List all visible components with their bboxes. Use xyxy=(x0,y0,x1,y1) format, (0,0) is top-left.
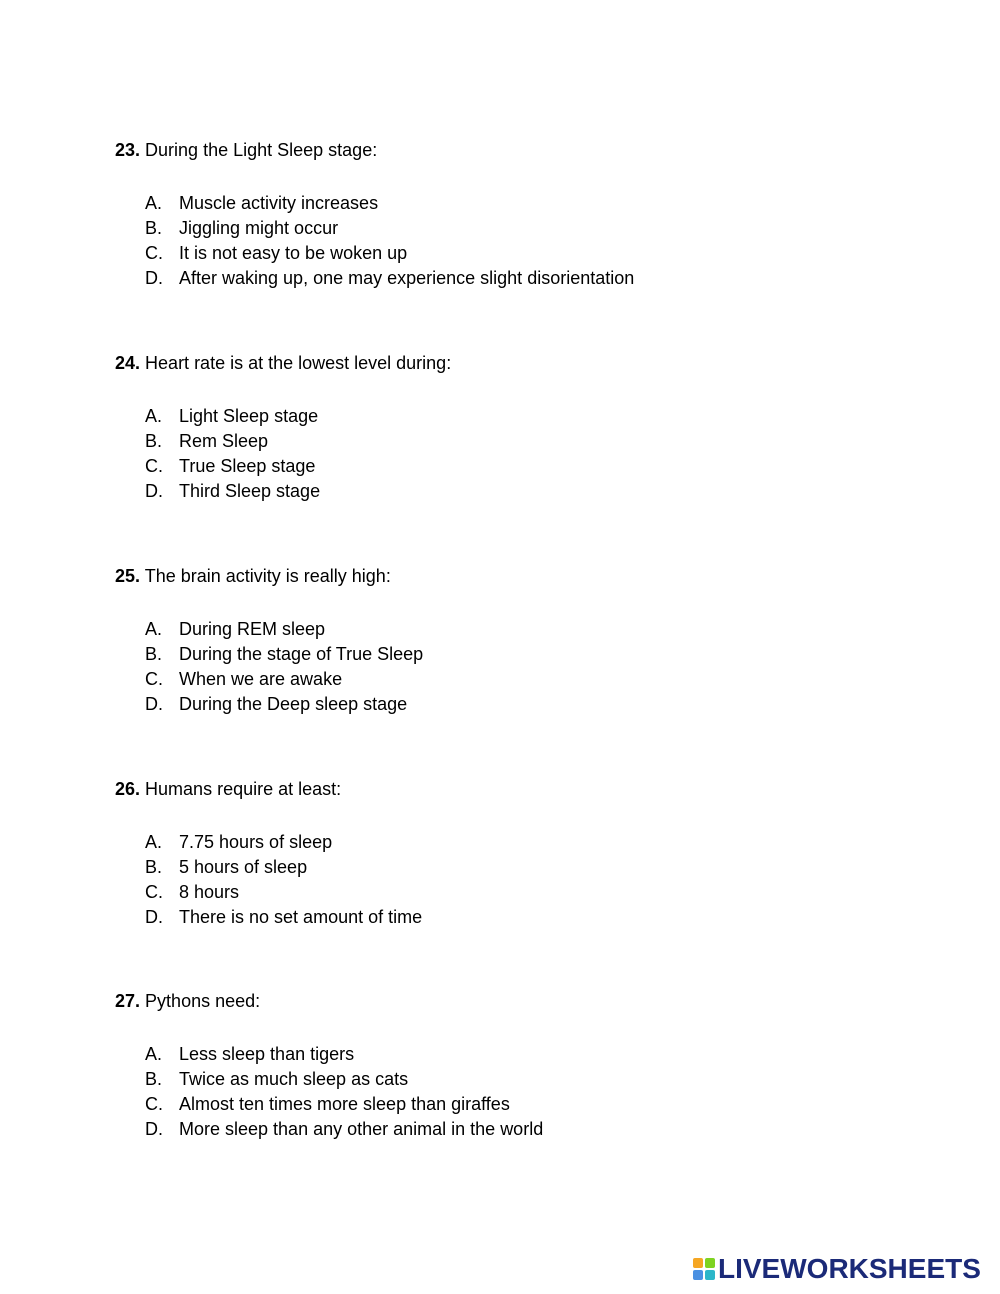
option-letter: B. xyxy=(145,857,163,877)
question-number: 26. xyxy=(115,779,141,799)
option-a[interactable] xyxy=(115,830,875,855)
option-d[interactable] xyxy=(115,266,875,291)
option-letter: C. xyxy=(145,243,163,263)
liveworksheets-brand[interactable] xyxy=(693,1253,981,1285)
option-text: When we are awake xyxy=(179,669,343,689)
logo-square-3 xyxy=(693,1270,703,1280)
question-title xyxy=(115,565,875,587)
option-letter: A. xyxy=(145,832,163,852)
question-text: Heart rate is at the lowest level during: xyxy=(145,353,452,373)
option-d[interactable] xyxy=(115,692,875,717)
option-d[interactable] xyxy=(115,479,875,504)
option-text: 8 hours xyxy=(179,882,240,902)
option-a[interactable] xyxy=(115,1042,875,1067)
logo-square-4 xyxy=(705,1270,715,1280)
option-text: There is no set amount of time xyxy=(179,907,423,927)
option-c[interactable] xyxy=(115,1092,875,1117)
question-24 xyxy=(115,352,875,504)
option-text: During the Deep sleep stage xyxy=(179,694,408,714)
option-text: Light Sleep stage xyxy=(179,406,319,426)
option-text: Twice as much sleep as cats xyxy=(179,1069,409,1089)
option-b[interactable] xyxy=(115,855,875,880)
option-text: Muscle activity increases xyxy=(179,193,379,213)
option-d[interactable] xyxy=(115,905,875,930)
option-b[interactable] xyxy=(115,216,875,241)
question-number: 27. xyxy=(115,991,141,1011)
options-list xyxy=(115,191,875,291)
question-title xyxy=(115,778,875,800)
option-text: Less sleep than tigers xyxy=(179,1044,355,1064)
question-27 xyxy=(115,990,875,1142)
option-text: 7.75 hours of sleep xyxy=(179,832,333,852)
question-23 xyxy=(115,139,875,291)
question-text: Humans require at least: xyxy=(145,779,342,799)
option-c[interactable] xyxy=(115,454,875,479)
option-letter: D. xyxy=(145,694,163,714)
options-list xyxy=(115,830,875,930)
option-letter: C. xyxy=(145,456,163,476)
option-letter: A. xyxy=(145,193,163,213)
option-text: Almost ten times more sleep than giraffes xyxy=(179,1094,510,1114)
option-letter: B. xyxy=(145,218,163,238)
option-d[interactable] xyxy=(115,1117,875,1142)
option-b[interactable] xyxy=(115,1067,875,1092)
question-25 xyxy=(115,565,875,717)
option-text: After waking up, one may experience slight disorientation xyxy=(179,268,635,288)
logo-square-2 xyxy=(705,1258,715,1268)
option-c[interactable] xyxy=(115,667,875,692)
option-letter: A. xyxy=(145,406,163,426)
option-letter: C. xyxy=(145,1094,163,1114)
question-number: 24. xyxy=(115,353,141,373)
question-text: During the Light Sleep stage: xyxy=(145,140,378,160)
logo-square-1 xyxy=(693,1258,703,1268)
option-text: During REM sleep xyxy=(179,619,326,639)
option-a[interactable] xyxy=(115,404,875,429)
options-list xyxy=(115,1042,875,1142)
option-c[interactable] xyxy=(115,880,875,905)
question-title xyxy=(115,352,875,374)
option-a[interactable] xyxy=(115,191,875,216)
option-letter: B. xyxy=(145,1069,163,1089)
option-letter: A. xyxy=(145,619,163,639)
question-text: The brain activity is really high: xyxy=(144,566,391,586)
option-text: During the stage of True Sleep xyxy=(179,644,424,664)
option-a[interactable] xyxy=(115,617,875,642)
question-number: 25. xyxy=(115,566,141,586)
question-number: 23. xyxy=(115,140,141,160)
option-letter: D. xyxy=(145,481,163,501)
option-letter: C. xyxy=(145,882,163,902)
option-letter: B. xyxy=(145,644,163,664)
option-letter: A. xyxy=(145,1044,163,1064)
option-text: Jiggling might occur xyxy=(179,218,339,238)
option-b[interactable] xyxy=(115,642,875,667)
question-title xyxy=(115,990,875,1012)
question-text: Pythons need: xyxy=(145,991,261,1011)
option-letter: D. xyxy=(145,1119,163,1139)
option-c[interactable] xyxy=(115,241,875,266)
option-letter: D. xyxy=(145,907,163,927)
option-b[interactable] xyxy=(115,429,875,454)
liveworksheets-logo-icon xyxy=(693,1258,715,1280)
option-text: True Sleep stage xyxy=(179,456,316,476)
options-list xyxy=(115,404,875,504)
option-text: It is not easy to be woken up xyxy=(179,243,408,263)
option-text: Third Sleep stage xyxy=(179,481,321,501)
question-26 xyxy=(115,778,875,930)
question-title xyxy=(115,139,875,161)
option-text: Rem Sleep xyxy=(179,431,269,451)
option-letter: C. xyxy=(145,669,163,689)
option-text: More sleep than any other animal in the world xyxy=(179,1119,544,1139)
brand-name: LIVEWORKSHEETS xyxy=(718,1253,981,1284)
option-letter: D. xyxy=(145,268,163,288)
option-text: 5 hours of sleep xyxy=(179,857,308,877)
option-letter: B. xyxy=(145,431,163,451)
options-list xyxy=(115,617,875,717)
